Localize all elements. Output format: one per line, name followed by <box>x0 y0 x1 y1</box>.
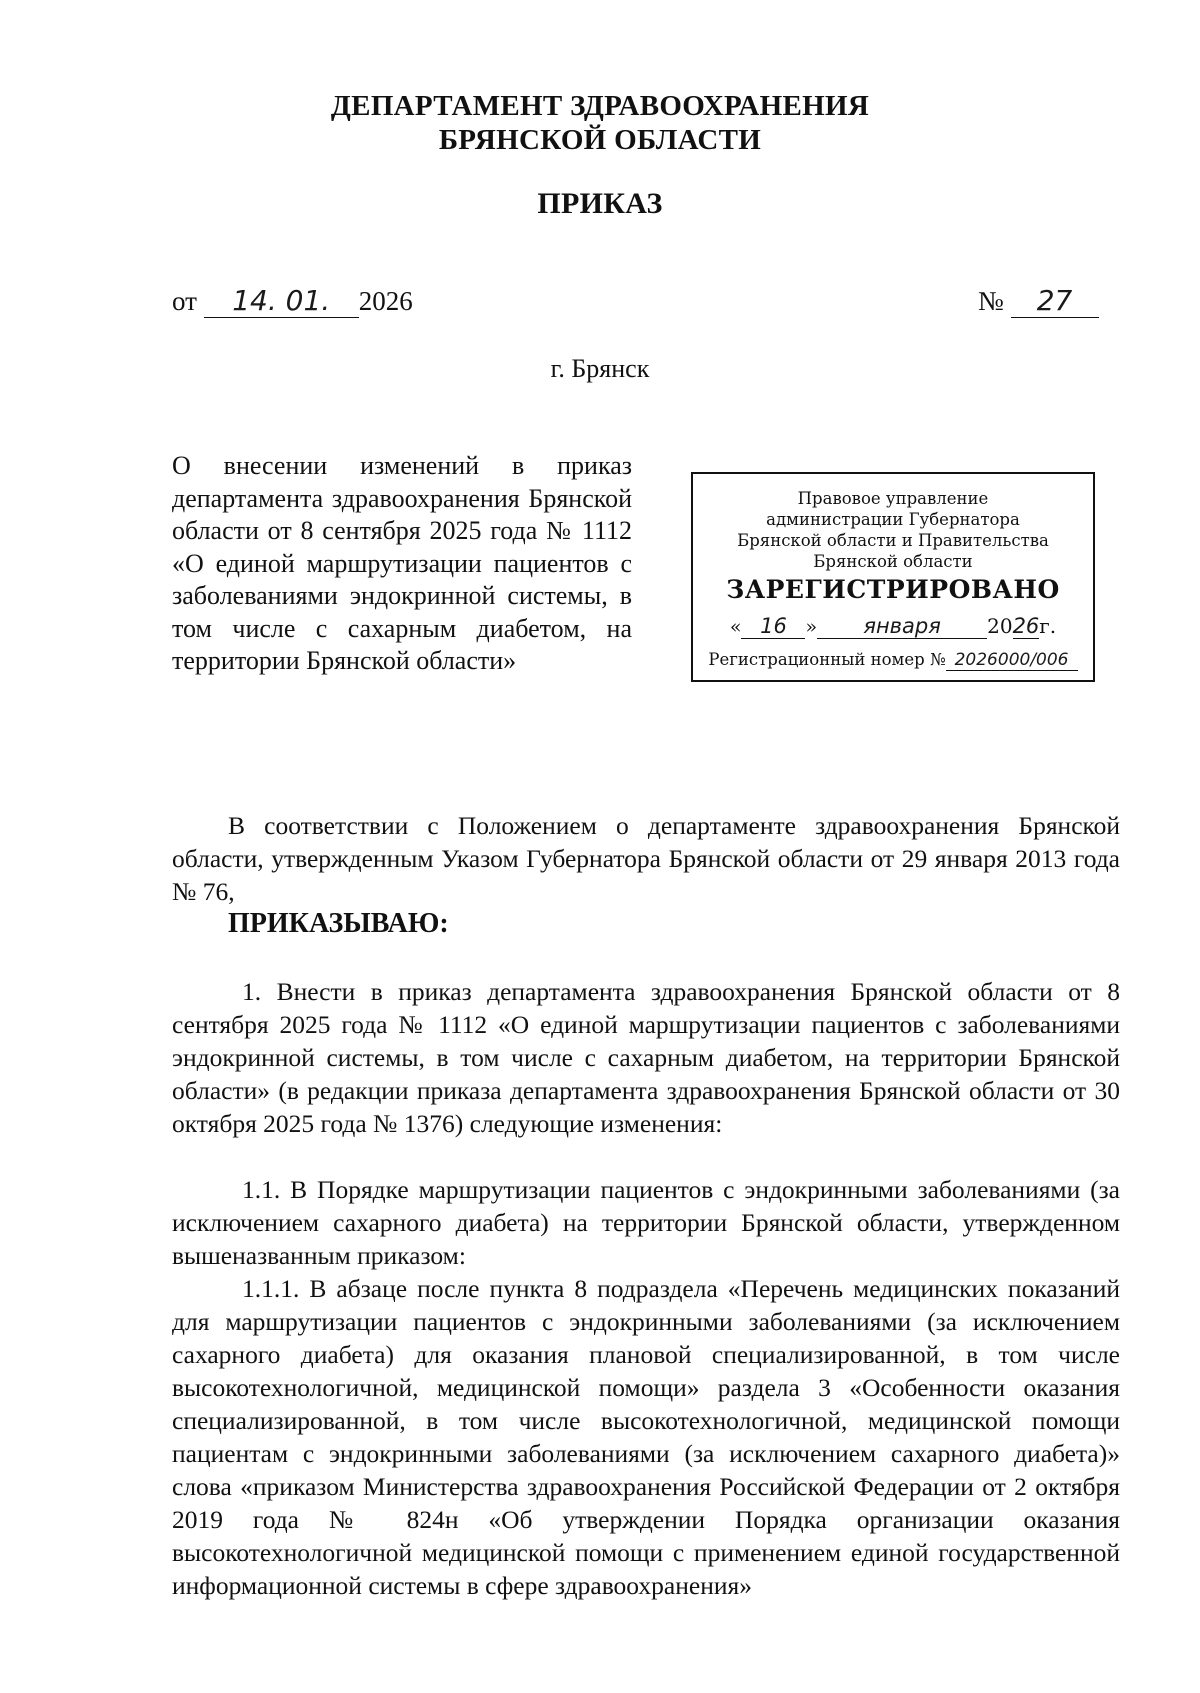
registration-stamp <box>691 472 1095 682</box>
department-name-line1: ДЕПАРТАМЕНТ ЗДРАВООХРАНЕНИЯ <box>330 90 870 122</box>
stamp-year-unit: г. <box>1039 614 1057 638</box>
document-type: ПРИКАЗ <box>537 187 663 220</box>
stamp-reg-label: Регистрационный номер № <box>708 650 946 669</box>
number-line <box>978 284 1099 318</box>
preamble: В соответствии с Положением о департаменте здравоохранения Брянской области, утвержденным Указом Губернатора Брянской области от 29 января 2013 года № 76, <box>172 811 1120 906</box>
stamp-month: января <box>817 614 987 639</box>
stamp-title: ЗАРЕГИСТРИРОВАНО <box>726 575 1060 604</box>
subject-title: О внесении изменений в приказ департамента здравоохранения Брянской области от 8 сентября 2025 года № 1112 «О единой маршрутизации пациентов с заболеваниями эндокринной системы, в том числе с сахарным диабетом, на территории Брянской области» <box>172 451 632 675</box>
stamp-line1: Правовое управление <box>797 489 989 508</box>
order-word: ПРИКАЗЫВАЮ: <box>228 908 449 939</box>
number-prefix: № <box>978 286 1004 316</box>
stamp-date: « 16 » января 2026г. <box>729 614 1057 638</box>
stamp-reg-number: 2026000/006 <box>946 650 1078 671</box>
item-1-1-1: 1.1.1. В абзаце после пункта 8 подраздела «Перечень медицинских показаний для маршрутизации пациентов с эндокринными заболеваниями (за исключением сахарного диабета) для оказания плановой специализированной, в том числе высокотехнологичной, медицинской помощи» раздела 3 «Особенности оказания специализированной, в том числе высокотехнологичной, медицинской помощи пациентам с эндокринными заболеваниями (за исключением сахарного диабета)» слова «приказом Министерства здравоохранения Российской Федерации от 2 октября 2019 года № 824н «Об утверждении Порядка организации оказания высокотехнологичной медицинской помощи с применением единой государственной информационной системы в сфере здравоохранения» <box>172 1274 1120 1600</box>
item-1-1: 1.1. В Порядке маршрутизации пациентов с эндокринными заболеваниями (за исключением сахарного диабета) на территории Брянской области, утвержденном вышеназванным приказом: <box>172 1175 1120 1270</box>
date-prefix: от <box>172 286 197 316</box>
stamp-day: 16 <box>741 614 805 639</box>
item-1: 1. Внести в приказ департамента здравоохранения Брянской области от 8 сентября 2025 года № 1112 «О единой маршрутизации пациентов с заболеваниями эндокринной системы, в том числе с сахарным диабетом, на территории Брянской области» (в редакции приказа департамента здравоохранения Брянской области от 30 октября 2025 года № 1376) следующие изменения: <box>172 977 1120 1138</box>
stamp-year-suffix: 26 <box>1012 614 1040 638</box>
department-name-line2: БРЯНСКОЙ ОБЛАСТИ <box>438 124 762 156</box>
stamp-line2: администрации Губернатора <box>766 510 1020 529</box>
stamp-year-prefix: 20 <box>987 614 1013 638</box>
city: г. Брянск <box>550 354 650 383</box>
date-year: 2026 <box>358 286 413 316</box>
stamp-authority <box>693 488 1093 572</box>
date-handwritten: 14. 01. <box>204 284 359 318</box>
date-line <box>172 284 413 318</box>
stamp-line3: Брянской области и Правительства <box>737 531 1049 550</box>
stamp-line4: Брянской области <box>813 552 973 571</box>
stamp-registration <box>693 650 1093 671</box>
number-handwritten: 27 <box>1011 284 1099 318</box>
